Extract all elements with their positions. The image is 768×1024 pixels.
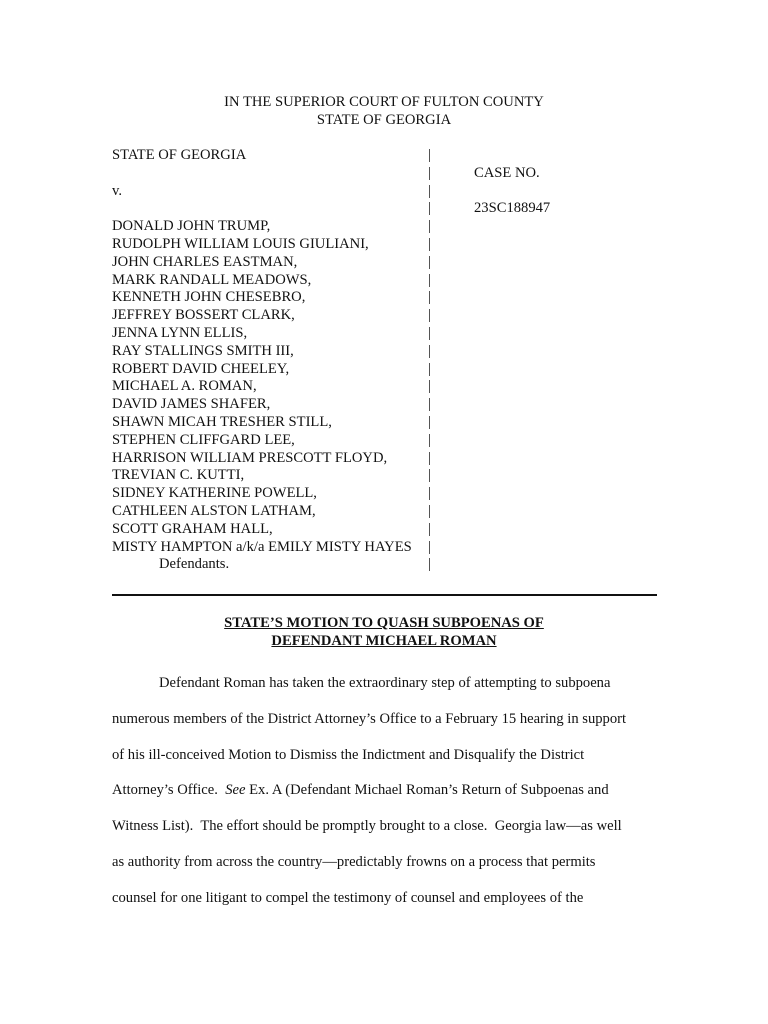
plaintiff-name: STATE OF GEORGIA	[112, 147, 247, 163]
caption-separator: |	[428, 378, 431, 395]
caption-separator: |	[428, 307, 431, 324]
caption-separator: |	[428, 467, 431, 484]
court-header	[112, 93, 656, 129]
defendant-name: TREVIAN C. KUTTI,	[112, 467, 245, 484]
body-line: as authority from across the country—predictably frowns on a process that permits	[112, 853, 596, 870]
caption-separator: |	[428, 289, 431, 306]
court-state: STATE OF GEORGIA	[316, 112, 452, 128]
defendant-name: RAY STALLINGS SMITH III,	[112, 342, 294, 359]
caption-separator: |	[428, 235, 431, 252]
caption-separator: |	[428, 200, 431, 217]
versus-label: v.	[112, 182, 122, 199]
defendant-name: JOHN CHARLES EASTMAN,	[112, 253, 298, 270]
defendant-name: SIDNEY KATHERINE POWELL,	[112, 485, 317, 502]
defendant-name: ROBERT DAVID CHEELEY,	[112, 360, 290, 377]
caption-separator: |	[428, 449, 431, 466]
caption-blank	[112, 165, 430, 183]
body-text-run: Attorney’s Office.	[112, 782, 226, 799]
caption-separator: |	[428, 485, 431, 502]
caption-separator: |	[428, 396, 431, 413]
caption-separator: |	[428, 502, 431, 519]
caption-separator: |	[428, 182, 431, 199]
caption-separator-column	[428, 147, 436, 574]
defendant-name: KENNETH JOHN CHESEBRO,	[112, 289, 306, 306]
defendant-name: MARK RANDALL MEADOWS,	[112, 271, 312, 288]
defendant-name: CATHLEEN ALSTON LATHAM,	[112, 502, 316, 519]
caption-separator: |	[428, 253, 431, 270]
defendant-name: STEPHEN CLIFFGARD LEE,	[112, 431, 295, 448]
court-name: IN THE SUPERIOR COURT OF FULTON COUNTY	[224, 94, 544, 110]
defendant-name: DONALD JOHN TRUMP,	[112, 218, 271, 235]
case-number-block	[474, 147, 550, 218]
case-number-label: CASE NO.	[474, 164, 540, 181]
defendant-name: MICHAEL A. ROMAN,	[112, 378, 257, 395]
body-line: numerous members of the District Attorney’s Office to a February 15 hearing in support	[112, 710, 627, 727]
caption-separator: |	[428, 413, 431, 430]
defendant-name: DAVID JAMES SHAFER,	[112, 396, 271, 413]
body-text-run: Ex. A (Defendant Michael Roman’s Return of Subpoenas and	[245, 782, 609, 799]
caption-separator: |	[428, 342, 431, 359]
citation-signal: See	[225, 782, 246, 799]
caption-blank	[474, 183, 550, 201]
body-line: Witness List). The effort should be promptly brought to a close. Georgia law—as well	[112, 818, 622, 835]
caption-separator: |	[428, 324, 431, 341]
defendant-name: JENNA LYNN ELLIS,	[112, 324, 248, 341]
caption-separator: |	[428, 360, 431, 377]
caption-separator: |	[428, 520, 431, 537]
defendant-name: JEFFREY BOSSERT CLARK,	[112, 307, 295, 324]
motion-title-line: STATE’S MOTION TO QUASH SUBPOENAS OF	[224, 615, 544, 631]
motion-body	[112, 666, 660, 917]
caption-separator: |	[428, 556, 431, 573]
caption-separator: |	[428, 164, 431, 181]
caption-separator: |	[428, 218, 431, 235]
motion-title	[112, 615, 656, 650]
caption-separator: |	[428, 431, 431, 448]
body-line: counsel for one litigant to compel the testimony of counsel and employees of the	[112, 889, 584, 906]
caption-blank	[474, 147, 550, 165]
body-line: of his ill-conceived Motion to Dismiss the Indictment and Disqualify the District	[112, 746, 585, 763]
caption-separator: |	[428, 271, 431, 288]
case-number: 23SC188947	[474, 200, 551, 217]
defendant-name: MISTY HAMPTON a/k/a EMILY MISTY HAYES	[112, 538, 412, 555]
defendant-name: HARRISON WILLIAM PRESCOTT FLOYD,	[112, 449, 388, 466]
motion-title-line: DEFENDANT MICHAEL ROMAN	[271, 632, 497, 649]
body-line	[112, 773, 660, 809]
caption-separator: |	[428, 147, 431, 163]
caption-parties	[112, 147, 430, 574]
defendant-name: SHAWN MICAH TRESHER STILL,	[112, 413, 332, 430]
defendants-label: Defendants.	[159, 556, 230, 573]
defendant-name: RUDOLPH WILLIAM LOUIS GIULIANI,	[112, 235, 369, 252]
caption-divider	[112, 594, 657, 596]
caption-blank	[112, 200, 430, 218]
body-line: Defendant Roman has taken the extraordinary step of attempting to subpoena	[159, 675, 611, 691]
defendant-name: SCOTT GRAHAM HALL,	[112, 520, 273, 537]
caption-separator: |	[428, 538, 431, 555]
